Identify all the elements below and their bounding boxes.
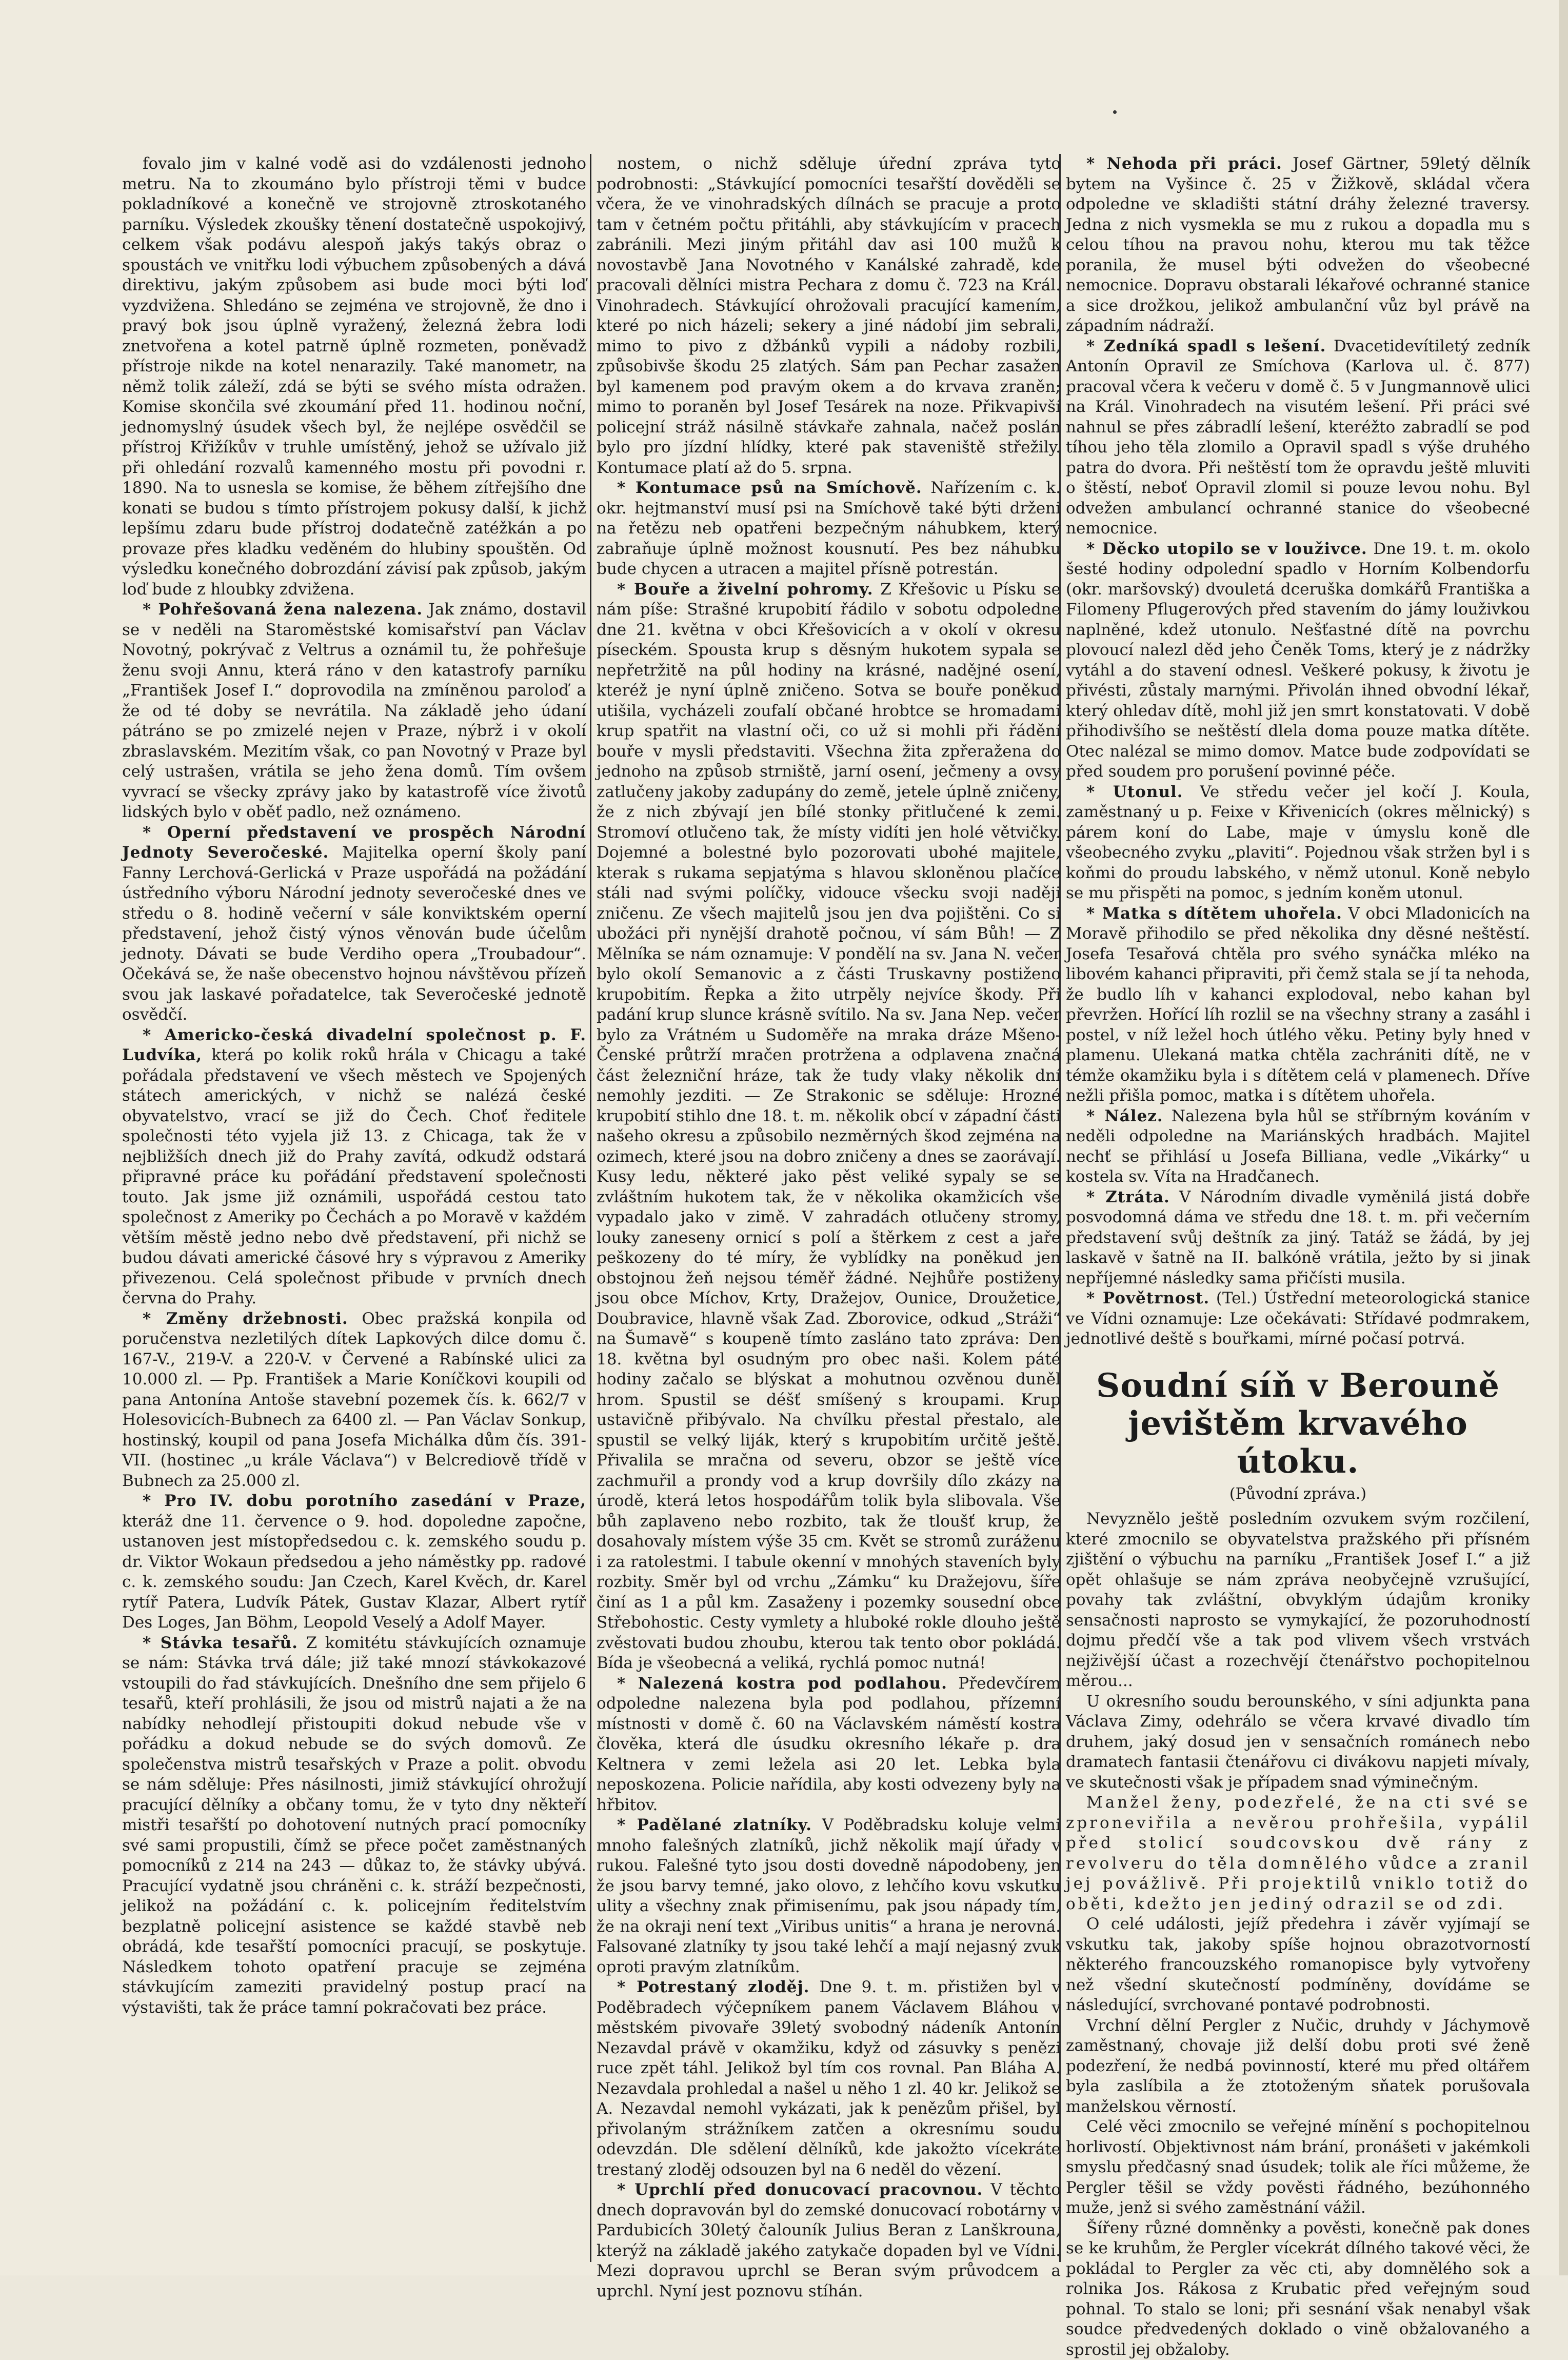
article-nalezena-kostra: * Nalezená kostra pod podlahou. Předevčírem odpoledne nalezena byla pod podlahou, přízemní místnosti v domě č. 60 na Václavském náměstí kostra člověka, která dle úsudku okresního lékaře p. dra Keltnera v zemi ležela asi 20 let. Lebka byla neposkozena. Policie nařídila, aby kosti odvezeny byly na hřbitov. <box>597 1674 1061 1816</box>
article-heading: * Nález. <box>1086 1107 1163 1125</box>
article-heading: * Nalezená kostra pod podlahou. <box>617 1674 947 1693</box>
column-2 <box>597 154 1061 2257</box>
feature-headline: Soudní síň v Berouně jevištěm krvavého útoku. <box>1066 1367 1530 1481</box>
feature-paragraph-emphasis: Manžel ženy, podezřelé, že na cti své se zproneviřila a nevěrou prohřešila, vypálil před stolicí soudcovskou dvě rány z revolveru do těla domnělého vůdce a zranil jej povážlivě. Při projektilů vniklo totiž do oběti, kdežto jen jediný odrazil se od zdi. <box>1066 1793 1530 1914</box>
article-operni-predstaveni: * Operní představení ve prospěch Národní Jednoty Severočeské. Majitelka operní školy paní Fanny Lerchová-Gerlická v Praze uspořádá na požádání ústředního výboru Národní jednoty severočeské dnes ve středu o 8. hodině večerní v sále konviktském operní představení, jehož čistý výnos věnován bude účelům jednoty. Dávati se bude Verdiho opera „Troubadour“. Očekává se, že naše obecenstvo hojnou návštěvou přízeň svou jak laskavé pořadatelce, tak Severočeské jednotě osvědčí. <box>122 823 586 1025</box>
article-povetrnost: * Povětrnost. (Tel.) Ústřední meteorologická stanice ve Vídni oznamuje: Lze očekávati: Střídavé podmrakem, jednotlivé deště s bouřkami, mírné počasí potrvá. <box>1066 1288 1530 1350</box>
feature-subheading: (Původní zpráva.) <box>1066 1484 1530 1504</box>
article-nalez: * Nález. Nalezena byla hůl se stříbrným kováním v neděli odpoledne na Mariánských hradbách. Majitel nechť se přihlásí u Josefa Billiana, vedle „Vikárky“ u kostela sv. Víta na Hradčanech. <box>1066 1106 1530 1187</box>
article-zmeny-drzebnosti: * Změny držebnosti. Obec pražská konpila od poručenstva nezletilých dítek Lapkových dilce domu č. 167-V., 219-V. a 220-V. v Červené a Rabínské ulici za 10.000 zl. — Pp. František a Marie Koníčkovi koupili od pana Antonína Antoše stavební pozemek čís. k. 662/7 v Holesovicích-Bubnech za 6400 zl. — Pan Václav Sonkup, hostinský, koupil od pana Josefa Michálka dům čís. 391-VII. (hostinec „u krále Václava“) v Belcrediově třídě v Bubnech za 25.000 zl. <box>122 1309 586 1492</box>
article-heading: * Kontumace psů na Smíchově. <box>617 479 922 497</box>
article-text: nostem, o nichž sděluje úřední zpráva tyto podrobnosti: „Stávkující pomocníci tesařští dověděli se včera, že ve vinohradských dílnách se pracuje a proto tam v četném počtu přitáhli, aby stávkujícím v pracech zabránili. Mezi jiným přitáhl dav asi 100 mužů k novostavbě Jana Novotného v Kanálské zahradě, kde pracovali dělníci mistra Pechara z domu č. 723 na Král. Vinohradech. Stávkující ohrožovali pracující kamením, které po nich házeli; sekery a jiné nádobí jim sebrali, mimo to pivo z džbánků vypili a nádoby rozbili, způsobivše škodu 25 zlatých. Sám pan Pechar zasažen byl kamenem pod pravým okem a do krvava zraněn; mimo to poraněn byl Josef Tesárek na noze. Přikvapivší policejní stráž násilně stávkaře zahnala, načež poslán bylo pro jízdní hlídky, které pak staveniště střežily. Kontumace platí až do 5. srpna. <box>597 154 1061 478</box>
article-heading: * Nehoda při práci. <box>1086 154 1282 173</box>
article-heading: * Změny držebnosti. <box>143 1310 348 1328</box>
article-heading: * Ztráta. <box>1086 1188 1170 1206</box>
article-heading: * Děcko utopilo se v louživce. <box>1086 540 1367 558</box>
page-edge <box>1559 0 1568 2275</box>
article-potrestany-zlodej: * Potrestaný zloděj. Dne 9. t. m. přistižen byl v Poděbradech výčepníkem panem Václavem Bláhou v městském pivovaře 39letý svobodný nádeník Antonín Nezavdal právě v okamžiku, když od zásuvky s penězi ruce zpět táhl. Jelikož byl tím cos rovnal. Pan Bláha A. Nezavdala prohledal a našel u něho 1 zl. 40 kr. Jelikož se A. Nezavdal nemohl vykázati, jak k penězům přišel, byl přivolaným strážníkem zatčen a okresnímu soudu odevzdán. Dle sdělení dělníků, kde jakožto vícekráte trestaný zloděj odsouzen byl na 6 neděl do vězení. <box>597 1977 1061 2180</box>
article-decko-utopilo: * Děcko utopilo se v louživce. Dne 19. t. m. okolo šesté hodiny odpolední spadlo v Horním Kolbendorfu (okr. maršovský) dvouletá dceruška domkářů Františka a Filomeny Pflugerových před stavením do jámy louživkou naplněné, kdež utonulo. Nešťastné dítě na povrchu plovoucí nalezl děd jeho Čeněk Toms, který je z nádržky vytáhl a do stavení odnesl. Veškeré pokusy, k životu je přivésti, zůstaly marnými. Přivolán ihned obvodní lékař, který ohledav dítě, mohl již jen smrt konstatovati. V době přihodivšího se neštěstí dlela doma pouze matka dítěte. Otec nalézal se mimo domov. Matce bude zodpovídati se před soudem pro porušení povinné péče. <box>1066 539 1530 782</box>
article-stavka-tesaru: * Stávka tesařů. Z komitétu stávkujících oznamuje se nám: Stávka trvá dále; již také mnozí stávkokazové vstoupili do řad stávkujících. Dnešního dne sem přijelo 6 tesařů, kteří prohlásili, že jsou od mistrů najati a že na nabídky nehodlejí přistoupiti dokud nebude vše v pořádku a dokud nebude se do svých domovů. Ze společenstva mistrů tesařských v Praze a polit. obvodu se nám sděluje: Přes násilnosti, jimiž stávkující ohrožují pracující dělníky a občany tomu, že v tyto dny někteří mistři tesařští po dohotovení nutných prací pomocníky své sami propustili, čímž se přece počet zaměstnaných pomocníků z 214 na 243 — důkaz to, že stávky ubývá. Pracující vydatně jsou chráněni c. k. stráží bezpečnosti, jelikož na požádání c. k. policejním ředitelstvím bezplatně policejní asistence se každé stavbě neb obrádá, kde tesařští pomocníci pracují, se poskytuje. Následkem tohoto opatření pracuje se zejména stávkujícím zameziti pravidelný postup prací na výstavišti, tak že práce tamní pokračovati bez práce. <box>122 1633 586 2018</box>
article-text: fovalo jim v kalné vodě asi do vzdálenosti jednoho metru. Na to zkoumáno bylo přístroji těmi v budce pokladníkové a konečně ve strojovně ztroskotaného parníku. Výsledek zkoušky těnení dostatečně uspokojivý, celkem však podávu alespoň jakýs takýs obraz o spoustách ve vnitřku lodi výbuchem způsobených a dává direktivu, jakým způsobem asi bude moci býti loď vyzdvižena. Shledáno se zejména ve strojovně, že dno i pravý bok jsou úplně vyražený, železná žebra lodi znetvořena a kotel patrně úplně rozmeten, poněvadž přístroje nikde na kotel nenarazily. Také manometr, na němž tolik záleží, zdá se býti se svého místa odražen. Komise skončila své zkoumání před 11. hodinou noční, jednomyslný úsudek všech byl, že nejlépe osvědčil se přístroj Křižíkův v truhle umístěný, jehož se užívalo již při ohledání rozvalů kamenného mostu při povodni r. 1890. Na to usnesla se komise, že během zítřejšího dne konati se budou s tímto přístrojem pokusy další, k jichž lepšímu zdaru bude přístroj dodatečně zatéžkán a po provaze přes kladku veděném do hlubiny spouštěn. Od výsledku konečného dobrozdání závisí pak způsob, jakým loď bude z hloubky zdvižena. <box>122 154 586 600</box>
article-heading: * Pohřešovaná žena nalezena. <box>143 600 423 619</box>
article-heading: * Americko-česká divadelní společnost p. F. Ludvíka, <box>122 1026 586 1065</box>
feature-paragraph: U okresního soudu berounského, v síni adjunkta pana Václava Zimy, odehrálo se včera krvavé divadlo tím druhem, jaký dosud jen v sensačních románech nebo dramatech fantasii čtenářovu ci divákovu napjeti mívaly, ve skutečnosti však je případem snad výminečným. <box>1066 1692 1530 1793</box>
column-3 <box>1066 154 1530 2257</box>
article-pohresovana-zena: * Pohřešovaná žena nalezena. Jak známo, dostavil se v neděli na Staroměstské komisařství pan Václav Novotný, pokrývač z Veltrus a oznámil tu, že pohřešuje ženu svoji Annu, která ráno v den katastrofy parníku „František Josef I.“ doprovodila na zmíněnou paroloď a že od té doby se nevrátila. Na základě jeho údaní pátráno se po zmizelé nejen v Praze, nýbrž i v okolí zbraslavském. Mezitím však, co pan Novotný v Praze byl celý ustrašen, vrátila se jeho žena domů. Tím ovšem vyvrací se všecky zprávy jako by katastrofě více životů lidských bylo v oběť padlo, než oznámeno. <box>122 600 586 823</box>
article-heading: * Uprchlí před donucovací pracovnou. <box>617 2180 983 2199</box>
article-heading: * Matka s dítětem uhořela. <box>1086 904 1342 923</box>
article-kontumace-psu: * Kontumace psů na Smíchově. Nařízením c. k. okr. hejtmanství musí psi na Smíchově také býti drženi na řetězu neb opatřeni bezpečným náhubkem, který zabraňuje úplně možnost kousnutí. Pes bez náhubku bude chycen a utracen a majitel přísně potrestán. <box>597 478 1061 580</box>
article-heading: * Zedníká spadl s lešení. <box>1086 337 1326 355</box>
feature-paragraph: Vrchní dělní Pergler z Nučic, druhdy v Jáchymově zaměstnaný, chovaje již delší dobu proti své ženě podezření, že nedbá povinností, které mu před oltářem byla zaslíbila a že ztotoženým sňatek porušovala manželskou věrností. <box>1066 2016 1530 2117</box>
feature-paragraph: O celé události, jejíž předehra i závěr vyjímají se vskutku tak, jakoby spíše hojnou obrazotvorností některého francouzského romanopisce byly vytvořeny než všední skutečností podmíněny, dovídáme se následující, svrchované pontavé podrobnosti. <box>1066 1914 1530 2016</box>
article-utonul: * Utonul. Ve středu večer jel kočí J. Koula, zaměstnaný u p. Feixe v Křivenicích (okres mělnický) s párem koní do Labe, maje v úmyslu koně dle všeobecného zvyku „plaviti“. Pojednou však stržen byl i s koňmi do proudu labského, v němž utonul. Koně nebylo se mu přispěti na pomoc, s jedním koněm utonul. <box>1066 782 1530 904</box>
stray-ink-dot <box>1113 110 1117 114</box>
feature-paragraph: Šířeny různé domněnky a pověsti, konečně pak dones se ke kruhům, že Pergler vícekrát dílného takové věci, že pokládal to Pergler za věc cti, aby domnělého sok a rolnika Jos. Rákosa z Krubatic před veřejným soud pohnal. To stalo se loni; při sesnání však nenabyl však soudce předvedených doklado o vině obžalovaného a sprostil jej obžaloby. <box>1066 2218 1530 2360</box>
article-padelane-zlatniky: * Padělané zlatníky. V Poděbradsku koluje velmi mnoho falešných zlatníků, jichž několik mají úřady v rukou. Falešné tyto jsou dosti dovedně nápodobeny, jen že jsou barvy temné, jako olovo, z lehčího kovu vskutku ulity a všechny znak přimisenímu, pak jsou nápady tím, že na okraji není text „Viribus unitis“ a hrana je nerovná. Falsované zlatníky ty jsou také lehčí a mají nejasný zvuk oproti pravým zlatníkům. <box>597 1815 1061 1977</box>
column-1 <box>122 154 586 2257</box>
article-americko-ceska-spolecnost: * Americko-česká divadelní společnost p. F. Ludvíka, která po kolik roků hrála v Chicagu a také pořádala představení ve všech městech ve Spojených státech amerických, v nichž se nalézá české obyvatelstvo, vrací se již do Čech. Choť ředitele společnosti této vyjela již 13. z Chicaga, tak že v nejbližších dnech již do Prahy zavítá, odkudž odstará připravné práce ku pořádání představení společnosti touto. Jak jsme již oznámili, uspořádá cestou tato společnost z Ameriky po Čechách a po Moravě v každém větším městě jedno nebo dvě představení, při nichž se budou dávati americké čásové hry s výpravou z Ameriky přivezenou. Celá společnost přibude v prvních dnech června do Prahy. <box>122 1025 586 1309</box>
article-heading: * Utonul. <box>1086 783 1183 801</box>
article-heading: * Bouře a živelní pohromy. <box>617 580 874 599</box>
article-heading: * Pro IV. dobu porotního zasedání v Praze, <box>143 1492 586 1510</box>
article-boure: * Bouře a živelní pohromy. Z Křešovic u Písku se nám píše: Strašné krupobití řádilo v sobotu odpoledne dne 21. května v obci Křešovicích a v okolí v okresu píseckém. Spousta krup s děsným hukotem sypala se nepřetržitě na půl hodiny na krásné, nadějné osení, kteréž je nyní úplně zničeno. Sotva se bouře poněkud utišila, vycházeli zoufalí občané hrobtce se hromadami krup spatřit na vlastní oči, co už si mohli při řádění bouře v mysli představiti. Všechna žita zpřeražena do jednoho na způsob strniště, jarní osení, ječmeny a ovsy zatlučeny jakoby zadupány do země, jetele úplně zničeny, že z nich zbývají jen bílé stonky přitlučené k zemi. Stromoví otlučeno tak, že místy vidíti jen holé větvičky. Dojemné a bolestné bylo pozorovati ubohé majitele, kterak s rukama sepjatýma s hlavou skloněnou plačíce stáli nad svými políčky, vidouce všecku svoji naději zničenu. Ze všech majitelů jsou jen dva pojištěni. Co si ubožáci při nynější drahotě počnou, ví sám Bůh! — Z Mělníka se nám oznamuje: V pondělí na sv. Jana N. večer bylo okolí Semanovic a z části Truskavny postiženo krupobitím. Řepka a žito utrpěly nejvíce škody. Při padání krup slunce krásně svítilo. Na sv. Jana Nep. večer bylo za Vrátném u Sudoměře na mraka dráze Mšeno-Čenské průtrží mračen protržena a odplavena značná část železniční hráze, tak že tudy vlaky několik dní nemohly jezditi. — Ze Strakonic se sděluje: Hrozné krupobití stihlo dne 18. t. m. několik obcí v západní části našeho okresu a způsobilo nezměrných škod zejména na ozimech, které jsou na dobro zničeny a dnes se zaorávají. Kusy ledu, některé jako pěst veliké sypaly se se zvláštním hukotem tak, že v několika okamžicích vše vypadalo jako v zimě. V zahradách otlučeny stromy, louky zaneseny ornicí s polí a štěrkem z cest a jaře peškozeny do té míry, že vyblídky na poněkud jen obstojnou žeň nejsou téměř žádné. Nejhůře postiženy jsou obce Míchov, Krty, Dražejov, Ounice, Droužetice, Doubravice, hlavně však Zad. Zborovice, odkud „Stráži“ na Šumavě“ s koupeně tímto zasláno tato zpráva: Den 18. května byl osudným pro obec naši. Kolem páté hodiny začalo se blýskat a mohutnou ozvěnou duněl hrom. Spustil se déšť smíšený s kroupami. Krup ustavičně přibývalo. Na chvílku přestal přestalo, ale spustil se velký liják, který s krupobitím určitě ještě. Přivalila se mračna od severu, obzor se ještě více zachmuřil a prondy vod a krup dovršily dílo zkázy na úrodě, která letos hospodářům tolik byla slibovala. Vše bůh zaplaveno nebo rozbito, tak že tloušť krup, že dosahovaly místem výše 35 cm. Květ se stromů zuráženu i za ratolestmi. I tabule okenní v mnohých staveních byly rozbity. Směr byl od vrchu „Zámku“ ku Dražejovu, šíře činí as 1 a půl km. Zasaženy i pozemky sousední obce Střebohostic. Cesty vymlety a hluboké rokle dlouho ještě zvěstovati budou zhoubu, kterou tak tento obor pokládá. Bída je všeobecná a veliká, rychlá pomoc nutná! <box>597 580 1061 1674</box>
article-nehoda-pri-praci: * Nehoda při práci. Josef Gärtner, 59letý dělník bytem na Vyšince č. 25 v Žižkově, skládal včera odpoledne ve skladišti státní dráhy železné traversy. Jedna z nich vysmekla se mu z rukou a dopadla mu s celou tíhou na pravou nohu, kterou mu tak těžce poranila, že musel býti odvežen do všeobecné nemocnice. Dopravu obstarali lékařové ochranné stanice a sice drožkou, jelikož ambulanční vůz byl právě na západním nádraží. <box>1066 154 1530 336</box>
article-heading: * Povětrnost. <box>1086 1289 1209 1307</box>
article-matka-uhorela: * Matka s dítětem uhořela. V obci Mladonicích na Moravě přihodilo se před několika dny děsné neštěstí. Josefa Tesařová chtěla pro svého synáčka mléko na libovém kahanci připraviti, při čemž stala se jí ta nehoda, že budlo líh v kahanci explodoval, nebo kahan byl převržen. Hořící líh rozlil se na všechny strany a zasáhl i postel, v níž ležel hoch útlého věku. Petiny byly hned v plamenu. Ulekaná matka chtěla zachrániti dítě, ne v témže okamžiku byla i s dítětem celá v plamenech. Dříve nežli přišla pomoc, matka i s dítětem uhořela. <box>1066 904 1530 1106</box>
feature-paragraph: Nevyznělo ještě posledním ozvukem svým rozčilení, které zmocnilo se obyvatelstva pražského při přísném zjištění o výbuchu na parníku „František Josef I.“ a již opět ohlašuje se nám zpráva neobyčejně vzrušující, povahy tak zvláštní, obvyklým údajům kroniky sensačnosti naprosto se vymykající, že pozoruhodností dojmu předčí vše a tak pod vlivem všech vrstvách nejživější účast a rozechvějí čtenářstvo pochopitelnou měrou... <box>1066 1509 1530 1692</box>
column-rule <box>590 154 591 2262</box>
article-porotni-zasedani: * Pro IV. dobu porotního zasedání v Praze, kteráž dne 11. července o 9. hod. dopoledne započne, ustanoven jest místopředsedou c. k. zemského soudu p. dr. Viktor Wokaun předsedou a jeho náměstky pp. radové c. k. zemského soudu: Jan Czech, Karel Kvěch, dr. Karel rytíř Patera, Ludvík Pátek, Gustav Klazar, Albert rytíř Des Loges, Jan Böhm, Leopold Veselý a Adolf Mayer. <box>122 1491 586 1633</box>
article-uprchli: * Uprchlí před donucovací pracovnou. V těchto dnech dopravován byl do zemské donucovací robotárny v Pardubicích 30letý čalouník Julius Beran z Lanškrouna, kterýž na základě jakého zatykače dopaden byl ve Vídni. Mezi dopravou uprchl se Beran svým průvodcem a uprchl. Nyní jest poznovu stíhán. <box>597 2180 1061 2302</box>
article-zednik-spadl: * Zedníká spadl s lešení. Dvacetidevítiletý zedník Antonín Opravil ze Smíchova (Karlova ul. č. 877) pracoval včera k večeru v domě č. 5 v Jungmannově ulici na Král. Vinohradech na visutém lešení. Při práci své nahnul se přes zábradlí lešení, kteréžto zabradlí se pod tíhou jeho těla zlomilo a Opravil spadl s výše druhého patra do dvora. Při neštěstí tom že opravdu ještě mluviti o štěstí, neboť Opravil zlomil si pouze levou nohu. Byl odvežen ambulancí ochranné stanice do všeobecné nemocnice. <box>1066 336 1530 539</box>
article-heading: * Padělané zlatníky. <box>617 1816 812 1834</box>
article-ztrata: * Ztráta. V Národním divadle vyměnilá jistá dobře posvodomná dáma ve středu dne 18. t. m. při večerním představení svůj deštník za jiný. Tatáž se žádá, by jej laskavě v šatně na II. balkóně vrátila, ježto by si jinak nepříjemné následky sama přičísti musila. <box>1066 1187 1530 1289</box>
article-heading: * Potrestaný zloděj. <box>617 1978 809 1996</box>
article-heading: * Stávka tesařů. <box>143 1634 298 1652</box>
feature-paragraph: Celé věci zmocnilo se veřejné mínění s pochopitelnou horlivostí. Objektivnost nám brání, pronášeti v jakémkoli smyslu předčasný snad úsudek; tolik ale říci můžeme, že Pergler těšil se vždy pověsti řádného, bezúhonného muže, jenž si svého zaměstnání vážil. <box>1066 2117 1530 2218</box>
article-heading: * Operní představení ve prospěch Národní Jednoty Severočeské. <box>122 823 586 862</box>
